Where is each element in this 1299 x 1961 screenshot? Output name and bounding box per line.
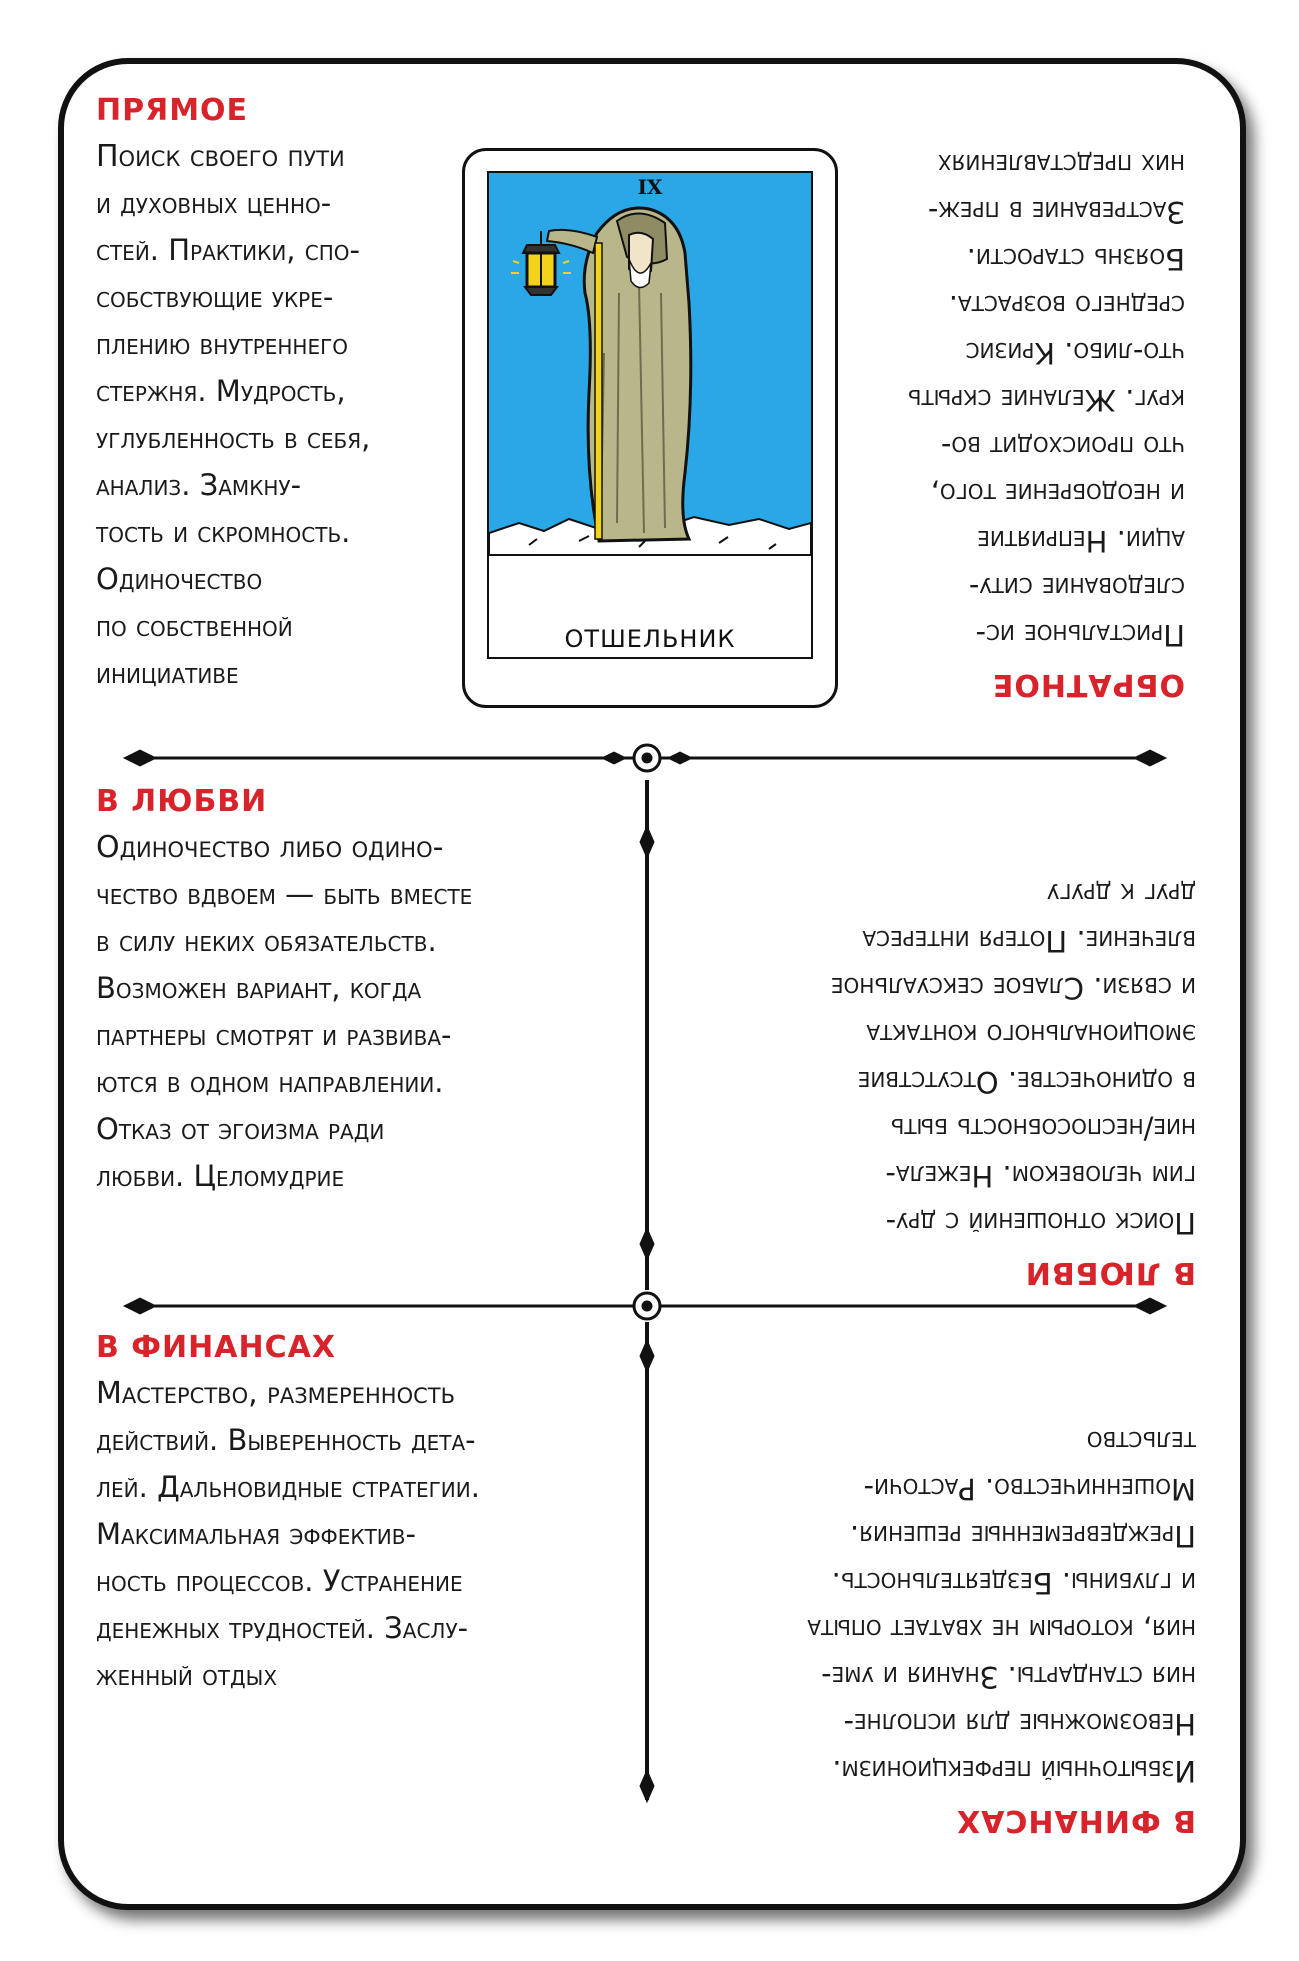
text-line: эмоционального контакта xyxy=(866,1018,1196,1052)
upright-section xyxy=(96,93,446,697)
text-line: стей. Практики, спо- xyxy=(96,233,360,267)
finance-section xyxy=(96,1330,626,1699)
text-line: женный отдых xyxy=(96,1658,278,1692)
text-line: ния, которым не хватает опыта xyxy=(807,1613,1196,1647)
text-line: Одиночество xyxy=(96,562,263,596)
text-line: Невозможные для исполне- xyxy=(843,1707,1196,1741)
finance-heading: В ФИНАНСАХ xyxy=(96,1330,336,1365)
text-line: что-либо. Кризис xyxy=(965,336,1185,370)
text-line: ния стандарты. Знания и уме- xyxy=(821,1660,1196,1694)
text-line: углубленность в себя, xyxy=(96,421,371,455)
text-line: и связи. Слабое сексуальное xyxy=(830,971,1196,1005)
text-line: Одиночество либо одино- xyxy=(96,830,444,865)
text-line: них представлениях xyxy=(937,148,1185,182)
text-line: круг. Желание скрыть xyxy=(907,383,1185,417)
text-line: Поиск своего пути xyxy=(96,139,345,174)
finance-reversed-heading: В ФИНАНСАХ xyxy=(956,1803,1196,1838)
text-line: среднего возраста. xyxy=(948,289,1185,323)
reversed-section xyxy=(855,142,1185,702)
upright-text xyxy=(96,133,446,697)
text-line: инициативе xyxy=(96,656,239,690)
text-line: Преждевременные решения. xyxy=(849,1519,1196,1553)
text-line: тость и скромность. xyxy=(96,515,351,549)
text-line: влечение. Потеря интереса xyxy=(862,924,1196,958)
text-line: тельство xyxy=(1086,1425,1196,1459)
text-line: и неодобрение того, xyxy=(930,477,1185,511)
finance-reversed-text xyxy=(676,1418,1196,1794)
text-line: и глубины. Бездеятельность. xyxy=(831,1566,1196,1600)
text-line: анализ. Замкну- xyxy=(96,468,302,502)
text-line: ние/неспособность быть xyxy=(890,1112,1196,1146)
text-line: Отказ от эгоизма ради xyxy=(96,1112,385,1146)
text-line: партнеры смотрят и развива- xyxy=(96,1018,452,1052)
text-line: ность процессов. Устранение xyxy=(96,1564,463,1598)
text-line: Избыточный перфекционизм. xyxy=(832,1754,1196,1788)
text-line: ются в одном направлении. xyxy=(96,1065,444,1099)
reversed-heading: ОБРАТНОЕ xyxy=(991,667,1185,702)
text-line: собствующие укре- xyxy=(96,280,334,314)
text-line: стержня. Мудрость, xyxy=(96,374,346,408)
text-line: Застревание в преж- xyxy=(927,195,1185,229)
text-line: в силу неких обязательств. xyxy=(96,924,437,958)
upright-heading: ПРЯМОЕ xyxy=(96,93,249,128)
hermit-figure-icon xyxy=(489,173,811,657)
reversed-text xyxy=(855,141,1185,658)
text-line: Возможен вариант, когда xyxy=(96,971,422,1005)
text-line: Боязнь старости. xyxy=(966,242,1185,276)
text-line: и духовных ценно- xyxy=(96,186,332,220)
text-line: денежных трудностей. Заслу- xyxy=(96,1611,469,1645)
text-line: плению внутреннего xyxy=(96,327,349,361)
love-section xyxy=(96,784,616,1200)
text-line: лей. Дальновидные стратегии. xyxy=(96,1470,480,1504)
tarot-card-image xyxy=(462,148,838,708)
hermit-illustration xyxy=(487,171,813,659)
text-line: Пристальное ис- xyxy=(975,618,1185,652)
love-text xyxy=(96,824,616,1200)
text-line: чество вдвоем — быть вместе xyxy=(96,877,473,911)
finance-text xyxy=(96,1370,626,1699)
text-line: Мастерство, размеренность xyxy=(96,1376,455,1411)
card-name: ОТШЕЛЬНИК xyxy=(564,625,736,653)
text-line: по собственной xyxy=(96,609,293,643)
love-reversed-text xyxy=(676,870,1196,1246)
text-line: Максимальная эффектив- xyxy=(96,1517,416,1551)
text-line: Мошенничество. Расточи- xyxy=(863,1472,1196,1506)
text-line: гим человеком. Нежела- xyxy=(885,1159,1196,1193)
text-line: в одиночестве. Отсутствие xyxy=(857,1065,1196,1099)
text-line: что происходит во- xyxy=(940,430,1185,464)
text-line: действий. Выверенность дета- xyxy=(96,1423,476,1457)
text-line: любви. Целомудрие xyxy=(96,1159,345,1193)
love-heading: В ЛЮБВИ xyxy=(96,784,268,819)
text-line: Поиск отношений с дру- xyxy=(885,1206,1196,1240)
card-numeral: IX xyxy=(637,175,663,199)
love-reversed-heading: В ЛЮБВИ xyxy=(1024,1255,1196,1290)
finance-reversed-section xyxy=(676,1398,1196,1838)
text-line: следование ситу- xyxy=(968,571,1185,605)
love-reversed-section xyxy=(676,850,1196,1290)
text-line: ации. Неприятие xyxy=(977,524,1185,558)
text-line: друг к другу xyxy=(1047,877,1196,911)
